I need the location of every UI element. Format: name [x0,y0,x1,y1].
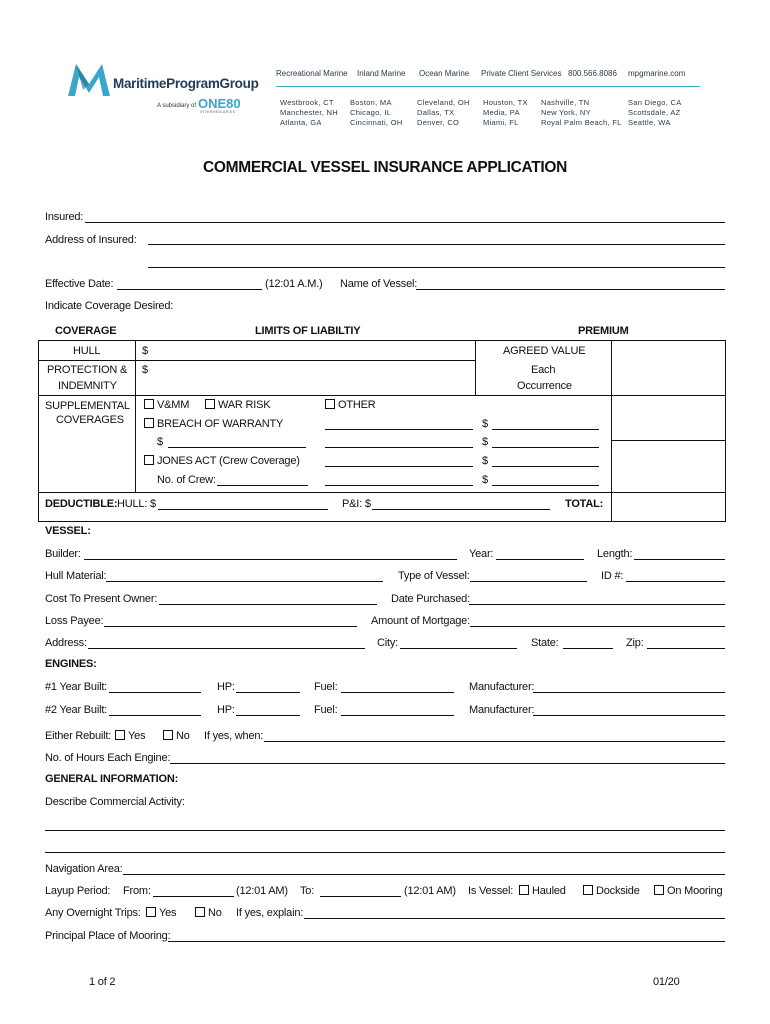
overnight-yes-checkbox[interactable] [146,907,156,917]
rebuilt-label: Either Rebuilt: [45,730,112,742]
date-purchased-label: Date Purchased: [391,593,470,605]
overnight-yes-option[interactable] [146,907,176,919]
engine1-year-label: #1 Year Built: [45,681,108,693]
length-field[interactable] [634,559,725,560]
engine1-manufacturer-label: Manufacturer: [469,681,535,693]
rebuilt-no-option[interactable] [163,730,190,742]
other-option[interactable] [325,399,376,411]
dockside-option[interactable] [583,885,640,897]
engine-hours-label: No. of Hours Each Engine: [45,752,171,764]
nav-ocean: Ocean Marine [419,69,470,78]
engine2-manufacturer-field[interactable] [533,715,725,716]
overnight-no-label: No [208,907,222,919]
vessel-name-label: Name of Vessel: [340,278,418,290]
layup-from-field[interactable] [153,896,234,897]
loss-payee-label: Loss Payee: [45,615,104,627]
layup-from-label: From: [123,885,151,897]
address-field-2[interactable] [148,267,725,268]
crew-field[interactable] [217,485,308,486]
occurrence-label: Occurrence [517,380,572,392]
subsidiary-name: ONE80 [198,96,241,111]
hull-material-field[interactable] [106,581,383,582]
layup-to-time: (12:01 AM) [404,885,456,897]
crew-label: No. of Crew: [157,474,216,486]
mooring-label: On Mooring [667,885,723,897]
id-field[interactable] [626,581,725,582]
subsidiary-sub: INTERMEDIARIES [200,110,236,114]
rebuilt-yes-option[interactable] [115,730,145,742]
engine2-year-label: #2 Year Built: [45,704,108,716]
supp-premium-4[interactable] [492,485,599,486]
engine1-hp-field[interactable] [236,692,300,693]
other-field-2[interactable] [325,447,473,448]
effective-date-label: Effective Date: [45,278,114,290]
explain-label: If yes, explain: [236,907,304,919]
vessel-type-field[interactable] [470,581,587,582]
hull-deductible-field[interactable] [158,509,328,510]
pi-deductible-label: P&I: $ [342,498,371,510]
engines-heading: ENGINES: [45,658,97,670]
nav-area-field[interactable] [123,874,725,875]
page-number: 1 of 2 [89,976,116,988]
insured-field[interactable] [85,222,725,223]
general-heading: GENERAL INFORMATION: [45,773,179,785]
length-label: Length: [597,548,633,560]
cost-label: Cost To Present Owner: [45,593,158,605]
location-col-1: Westbrook, CT Manchester, NH Atlanta, GA [280,98,338,127]
other-field-3[interactable] [325,466,473,467]
principal-mooring-field[interactable] [168,941,725,942]
table-divider-v3 [611,340,612,522]
vmm-checkbox[interactable] [144,399,154,409]
hull-material-label: Hull Material: [45,570,107,582]
vmm-option[interactable] [144,399,189,411]
vessel-address-field[interactable] [88,648,365,649]
engine2-manufacturer-label: Manufacturer: [469,704,535,716]
hauled-option[interactable] [519,885,566,897]
overnight-no-option[interactable] [195,907,222,919]
engine-hours-field[interactable] [170,763,725,764]
overnight-label: Any Overnight Trips: [45,907,141,919]
war-risk-option[interactable] [205,399,270,411]
supp-dollar-1: $ [482,418,488,430]
city-field[interactable] [400,648,517,649]
engine1-year-field[interactable] [109,692,201,693]
dockside-checkbox[interactable] [583,885,593,895]
principal-mooring-label: Principal Place of Mooring: [45,930,171,942]
subsidiary-prefix: A subsidiary of [157,103,197,109]
explain-field[interactable] [304,918,725,919]
rebuilt-yes-label: Yes [128,730,146,742]
nav-phone: 800.566.8086 [568,69,617,78]
insured-label: Insured: [45,211,84,223]
vessel-address-label: Address: [45,637,87,649]
rebuilt-yes-checkbox[interactable] [115,730,125,740]
war-risk-checkbox[interactable] [205,399,215,409]
effective-time-label: (12:01 A.M.) [265,278,323,290]
header-divider [276,86,700,87]
engine1-hp-label: HP: [217,681,235,693]
rebuilt-when-label: If yes, when: [204,730,264,742]
hull-dollar[interactable]: $ [142,345,148,357]
hull-deductible-label: HULL: $ [117,498,156,510]
builder-label: Builder: [45,548,81,560]
location-col-3: Cleveland, OH Dallas, TX Denver, CO [417,98,470,127]
activity-label: Describe Commercial Activity: [45,796,185,808]
deductible-label: DEDUCTIBLE: [45,498,118,510]
supplemental-label-1: SUPPLEMENTAL [45,400,130,412]
supp-dollar-2: $ [482,436,488,448]
state-field[interactable] [563,648,613,649]
state-label: State: [531,637,559,649]
cost-field[interactable] [159,604,377,605]
other-label: OTHER [338,399,376,411]
other-checkbox[interactable] [325,399,335,409]
mortgage-field[interactable] [470,626,725,627]
engine1-fuel-field[interactable] [341,692,454,693]
loss-payee-field[interactable] [104,626,357,627]
pi-label-1: PROTECTION & [47,364,128,376]
engine2-fuel-label: Fuel: [314,704,338,716]
table-divider-h2 [38,395,726,396]
engine2-hp-label: HP: [217,704,235,716]
jones-act-option[interactable] [144,455,300,467]
page-title: COMMERCIAL VESSEL INSURANCE APPLICATION [202,159,568,176]
breach-label: BREACH OF WARRANTY [157,418,284,430]
table-divider-v1 [135,340,136,492]
jones-act-checkbox[interactable] [144,455,154,465]
effective-date-field[interactable] [117,289,262,290]
table-divider-h3 [611,440,726,441]
date-purchased-field[interactable] [469,604,725,605]
vmm-label: V&MM [157,399,190,411]
nav-private: Private Client Services [481,69,562,78]
engine2-year-field[interactable] [109,715,201,716]
vessel-type-label: Type of Vessel: [398,570,470,582]
each-label: Each [531,364,556,376]
nav-inland: Inland Marine [357,69,406,78]
layup-from-time: (12:01 AM) [236,885,288,897]
hull-label: HULL [73,345,101,357]
nav-website: mpgmarine.com [628,69,686,78]
hauled-checkbox[interactable] [519,885,529,895]
id-label: ID #: [601,570,624,582]
pi-deductible-field[interactable] [372,509,550,510]
layup-to-label: To: [300,885,315,897]
engine1-fuel-label: Fuel: [314,681,338,693]
other-field-1[interactable] [325,429,473,430]
supp-premium-1[interactable] [492,429,599,430]
breach-option[interactable] [144,418,283,430]
breach-amount-field[interactable] [168,447,306,448]
engine1-manufacturer-field[interactable] [533,692,725,693]
layup-to-field[interactable] [320,896,401,897]
col-header-limits: LIMITS OF LIABILTIY [255,325,361,337]
mooring-checkbox[interactable] [654,885,664,895]
coverage-desired-label: Indicate Coverage Desired: [45,300,174,312]
logo-mark-icon [66,60,112,98]
pi-label-2: INDEMNITY [58,380,117,392]
pi-dollar[interactable]: $ [142,364,148,376]
dockside-label: Dockside [596,885,640,897]
engine2-fuel-field[interactable] [341,715,454,716]
revision-date: 01/20 [653,976,680,988]
breach-checkbox[interactable] [144,418,154,428]
agreed-value-label: AGREED VALUE [503,345,586,357]
engine2-hp-field[interactable] [236,715,300,716]
supp-dollar-4: $ [482,474,488,486]
nav-recreational: Recreational Marine [276,69,348,78]
other-field-4[interactable] [325,485,473,486]
location-col-4: Houston, TX Media, PA Miami, FL [483,98,528,127]
layup-label: Layup Period: [45,885,111,897]
address-field-1[interactable] [148,244,725,245]
hauled-label: Hauled [532,885,566,897]
rebuilt-no-checkbox[interactable] [163,730,173,740]
supp-premium-2[interactable] [492,447,599,448]
mooring-option[interactable] [654,885,722,897]
table-divider-h4 [38,492,726,493]
location-col-6: San Diego, CA Scottsdale, AZ Seattle, WA [628,98,682,127]
activity-field-2[interactable] [45,852,725,853]
supp-premium-3[interactable] [492,466,599,467]
address-label: Address of Insured: [45,234,137,246]
is-vessel-label: Is Vessel: [468,885,514,897]
activity-field-1[interactable] [45,830,725,831]
year-label: Year: [469,548,494,560]
zip-label: Zip: [626,637,644,649]
location-col-5: Nashville, TN New York, NY Royal Palm Beach, FL [541,98,622,127]
jones-act-label: JONES ACT (Crew Coverage) [157,455,300,467]
vessel-heading: VESSEL: [45,525,91,537]
war-risk-label: WAR RISK [218,399,271,411]
city-label: City: [377,637,399,649]
year-field[interactable] [496,559,584,560]
overnight-yes-label: Yes [159,907,177,919]
col-header-coverage: COVERAGE [55,325,117,337]
table-divider-v2 [475,340,476,396]
table-divider-h1 [38,360,476,361]
rebuilt-no-label: No [176,730,190,742]
overnight-no-checkbox[interactable] [195,907,205,917]
breach-dollar: $ [157,436,163,448]
builder-field[interactable] [84,559,457,560]
mortgage-label: Amount of Mortgage: [371,615,470,627]
total-label: TOTAL: [565,498,604,510]
col-header-premium: PREMIUM [578,325,629,337]
supplemental-label-2: COVERAGES [56,414,124,426]
vessel-name-field[interactable] [416,289,725,290]
rebuilt-when-field[interactable] [264,741,725,742]
supp-dollar-3: $ [482,455,488,467]
zip-field[interactable] [647,648,725,649]
brand-name: MaritimeProgramGroup [113,76,259,91]
location-col-2: Boston, MA Chicago, IL Cincinnati, OH [350,98,403,127]
nav-area-label: Navigation Area: [45,863,123,875]
